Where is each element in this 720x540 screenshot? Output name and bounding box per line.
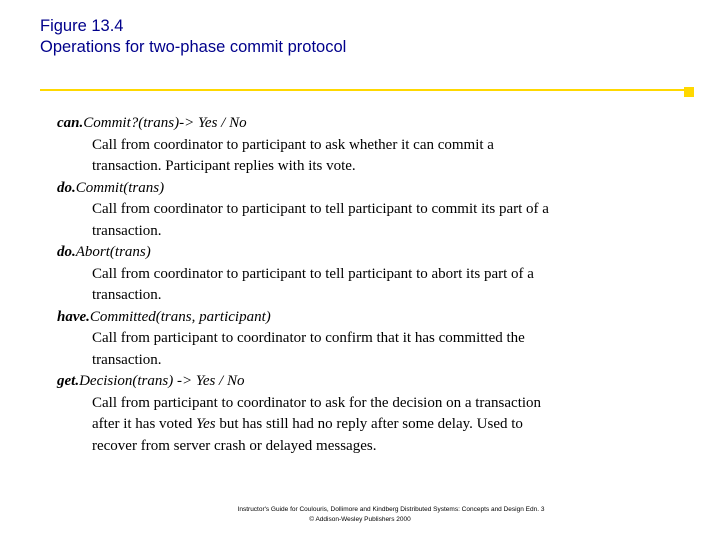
operation-signature: get.Decision(trans) -> Yes / No xyxy=(57,373,245,389)
figure-caption: Operations for two-phase commit protocol xyxy=(40,38,347,56)
accent-divider xyxy=(40,87,694,94)
operation-description: Call from participant to coordinator to confirm that it has committed the transaction. xyxy=(92,330,525,368)
figure-number: Figure 13.4 xyxy=(40,17,124,35)
divider-square xyxy=(684,87,694,97)
operation-signature: can.Commit?(trans)-> Yes / No xyxy=(57,115,247,131)
operations-list xyxy=(57,113,677,457)
operation-signature: do.Abort(trans) xyxy=(57,244,151,260)
operation-description: Call from coordinator to participant to tell participant to abort its part of a transaction. xyxy=(92,265,534,303)
footer-copyright: © Addison-Wesley Publishers 2000 xyxy=(309,515,411,523)
operation-can-commit xyxy=(57,113,677,178)
operation-description: Call from coordinator to participant to ask whether it can commit a transaction. Participant replies with its vote. xyxy=(92,136,494,174)
operation-signature: have.Committed(trans, participant) xyxy=(57,308,271,325)
operation-do-abort xyxy=(57,242,677,307)
divider-line xyxy=(40,89,694,91)
operation-signature: do.Commit(trans) xyxy=(57,179,165,196)
operation-do-commit xyxy=(57,178,677,243)
operation-description: Call from participant to coordinator to ask for the decision on a transaction after it has voted Yes but has still had no reply after some delay. Used to recover from server crash or delayed messages. xyxy=(92,394,542,454)
operation-description: Call from coordinator to participant to tell participant to commit its part of a transaction. xyxy=(92,201,549,239)
footer xyxy=(0,505,720,524)
operation-get-decision xyxy=(57,371,677,457)
footer-citation: Instructor's Guide for Coulouris, Dollimore and Kindberg Distributed Systems: Concepts and Design Edn. 3 xyxy=(237,506,545,513)
slide-title xyxy=(40,16,346,58)
operation-have-committed xyxy=(57,307,677,372)
